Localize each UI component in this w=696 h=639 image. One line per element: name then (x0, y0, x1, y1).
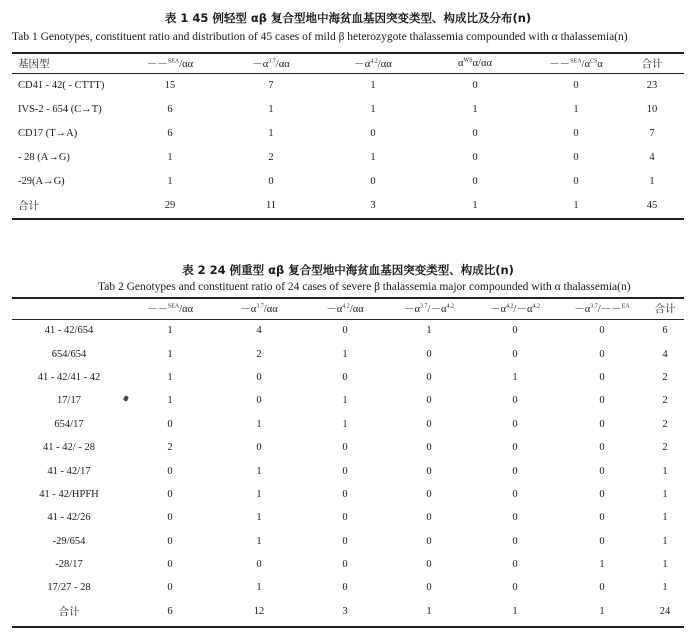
cell: 0 (512, 418, 518, 430)
table2-title-zh: 表 2 24 例重型 αβ 复合型地中海贫血基因突变类型、构成比(n) (182, 263, 514, 277)
cell: 4 (662, 348, 668, 360)
cell: 0 (512, 348, 518, 360)
cell: 1 (662, 535, 668, 547)
table-row (12, 436, 684, 459)
row-label: IVS-2 - 654 (C→T) (18, 103, 102, 115)
row-label: 17/17 (57, 395, 81, 407)
cell: 0 (167, 535, 173, 547)
table-row (18, 145, 678, 169)
table1-header-row (18, 53, 678, 73)
cell: 1 (662, 582, 668, 594)
cell: 0 (472, 175, 478, 187)
table-row (12, 413, 684, 436)
cell: 0 (342, 325, 348, 337)
cell: 0 (342, 442, 348, 454)
cell: 2 (167, 442, 173, 454)
row-label: 41 - 42/41 - 42 (37, 371, 101, 383)
cell: 1 (472, 199, 478, 211)
row-label: 合计 (18, 200, 39, 212)
row-label: -29(A→G) (18, 175, 65, 187)
cell: 0 (426, 348, 432, 360)
cell: 0 (599, 535, 605, 547)
cell: 1 (512, 371, 518, 383)
row-label: 41 - 42/HPFH (39, 488, 99, 500)
table2-bottom-rule (12, 626, 684, 628)
row-label: - 28 (A→G) (18, 151, 70, 163)
table2-col-header: $-\alpha^{4.2}/-\alpha^{4.2}$ (490, 303, 540, 315)
table-total-row (18, 193, 678, 217)
cell: 6 (167, 103, 173, 115)
cell: 0 (256, 559, 262, 571)
cell: 0 (573, 151, 579, 163)
cell: 0 (573, 127, 579, 139)
table-row (18, 73, 678, 97)
cell: 0 (472, 79, 478, 91)
table2-col-header (12, 298, 126, 319)
cell: 7 (268, 79, 274, 91)
cell: 1 (573, 103, 579, 115)
cell: 1 (167, 151, 173, 163)
cell: 1 (662, 512, 668, 524)
cell: 0 (342, 559, 348, 571)
row-label: 654/654 (51, 348, 87, 360)
row-label: 41 - 42/26 (47, 512, 91, 524)
cell: 3 (370, 199, 376, 211)
cell: 4 (256, 325, 262, 337)
table-row (12, 319, 684, 342)
cell: 0 (599, 512, 605, 524)
cell: 0 (167, 418, 173, 430)
table1-bottom-rule (12, 218, 684, 220)
cell: 0 (426, 395, 432, 407)
cell: 29 (164, 199, 176, 211)
table1-title-en: Tab 1 Genotypes, constituent ratio and distribution of 45 cases of mild β heterozygote thalassemia compounded with α thalassemia(n) (12, 31, 628, 43)
row-label: 41 - 42/654 (44, 325, 94, 337)
cell: 0 (512, 465, 518, 477)
table2 (12, 298, 684, 623)
cell: 1 (426, 605, 432, 617)
table-row (12, 366, 684, 389)
row-label: 41 - 42/ - 28 (43, 442, 95, 454)
cell: 1 (256, 535, 262, 547)
cell: 1 (472, 103, 478, 115)
cell: 0 (426, 559, 432, 571)
cell: 6 (662, 325, 668, 337)
cell: 0 (512, 559, 518, 571)
cell: 0 (342, 465, 348, 477)
cell: 1 (167, 395, 173, 407)
cell: 0 (370, 175, 376, 187)
table-row (12, 506, 684, 529)
cell: 0 (370, 127, 376, 139)
cell: 1 (370, 103, 376, 115)
row-label: -28/17 (55, 559, 83, 571)
row-label: 17/27 - 28 (47, 582, 91, 594)
cell: 0 (512, 488, 518, 500)
cell: 0 (472, 127, 478, 139)
cell: 10 (646, 103, 658, 115)
cell: 2 (662, 371, 668, 383)
cell: 11 (265, 199, 277, 211)
cell: 0 (256, 395, 262, 407)
cell: 1 (268, 127, 274, 139)
cell: 1 (256, 488, 262, 500)
cell: 0 (599, 418, 605, 430)
table2-col-header: $-\alpha^{3.7}/--^{EA}$ (574, 303, 630, 315)
table1-col-header: 合计 (641, 58, 663, 70)
cell: 6 (167, 127, 173, 139)
table-row (12, 483, 684, 506)
cell: 0 (268, 175, 274, 187)
cell: 0 (426, 465, 432, 477)
cell: 0 (512, 512, 518, 524)
table1-col-header: 基因型 (18, 58, 50, 70)
table1-col-header: $\alpha^{WS}\alpha/\alpha\alpha$ (458, 57, 492, 69)
cell: 1 (167, 175, 173, 187)
cell: 0 (599, 488, 605, 500)
cell: 1 (342, 395, 348, 407)
table-row (18, 121, 678, 145)
cell: 1 (573, 199, 579, 211)
cell: 0 (599, 442, 605, 454)
table2-title-en: Tab 2 Genotypes and constituent ratio of 24 cases of severe β thalassemia major compounded with α thalassemia(n) (98, 281, 631, 293)
table2-col-header: $-\alpha^{3.7}/-\alpha^{4.2}$ (404, 303, 454, 315)
table-total-row (12, 600, 684, 623)
cell: 0 (599, 582, 605, 594)
table1 (18, 53, 678, 217)
cell: 1 (662, 488, 668, 500)
cell: 1 (599, 605, 605, 617)
table1-col-header: $-\alpha^{4.2}/\alpha\alpha$ (354, 58, 392, 70)
cell: 0 (512, 582, 518, 594)
cell: 0 (599, 348, 605, 360)
table-row (18, 169, 678, 193)
cell: 1 (649, 175, 655, 187)
cell: 0 (167, 488, 173, 500)
cell: 0 (426, 488, 432, 500)
cell: 1 (662, 559, 668, 571)
cell: 1 (256, 512, 262, 524)
cell: 0 (426, 371, 432, 383)
cell: 0 (342, 512, 348, 524)
cell: 24 (659, 605, 671, 617)
cell: 1 (256, 418, 262, 430)
cell: 3 (342, 605, 348, 617)
row-label: CD41 - 42( - CTTT) (18, 79, 105, 91)
table2-col-header: 合计 (654, 304, 676, 315)
cell: 1 (426, 325, 432, 337)
table2-body (12, 319, 684, 623)
table1-col-header: $-\alpha^{3.7}/\alpha\alpha$ (252, 58, 290, 70)
cell: 0 (472, 151, 478, 163)
cell: 0 (512, 442, 518, 454)
table-row (12, 553, 684, 576)
cell: 1 (342, 418, 348, 430)
cell: 6 (167, 605, 173, 617)
cell: 0 (256, 442, 262, 454)
cell: 23 (646, 79, 658, 91)
cell: 0 (167, 582, 173, 594)
cell: 0 (599, 371, 605, 383)
table1-col-header: $--^{SEA}/\alpha^{CS}\alpha$ (549, 58, 603, 70)
table1-title-zh: 表 1 45 例轻型 αβ 复合型地中海贫血基因突变类型、构成比及分布(n) (164, 11, 532, 25)
cell: 1 (256, 582, 262, 594)
cell: 15 (164, 79, 176, 91)
table-row (12, 342, 684, 365)
cell: 0 (167, 559, 173, 571)
cell: 1 (662, 465, 668, 477)
cell: 2 (268, 151, 274, 163)
table1-col-header: －－$^{SEA}$/αα (146, 58, 194, 70)
cell: 0 (426, 535, 432, 547)
row-label: 41 - 42/17 (47, 465, 91, 477)
table2-col-header: $-\alpha^{3.7}/\alpha\alpha$ (240, 303, 278, 315)
cell: 0 (573, 79, 579, 91)
cell: 4 (649, 151, 655, 163)
cell: 0 (342, 488, 348, 500)
cell: 2 (662, 418, 668, 430)
cell: 0 (512, 395, 518, 407)
cell: 2 (662, 395, 668, 407)
cell: 1 (256, 465, 262, 477)
cell: 0 (426, 512, 432, 524)
cell: 0 (512, 325, 518, 337)
cell: 2 (256, 348, 262, 360)
table-row (12, 530, 684, 553)
cell: 0 (599, 395, 605, 407)
cell: 1 (512, 605, 518, 617)
cell: 0 (599, 465, 605, 477)
cell: 2 (662, 442, 668, 454)
table-row (12, 389, 684, 412)
cell: 0 (426, 418, 432, 430)
row-label: -29/654 (52, 535, 86, 547)
cell: 0 (599, 325, 605, 337)
row-label: 合计 (58, 606, 80, 618)
table2-col-header: －－$^{SEA}$/αα (146, 303, 194, 315)
cell: 1 (167, 325, 173, 337)
cell: 0 (573, 175, 579, 187)
cell: 0 (342, 535, 348, 547)
table-row (12, 459, 684, 482)
cell: 0 (512, 535, 518, 547)
cell: 12 (253, 605, 265, 617)
cell: 1 (370, 151, 376, 163)
cell: 1 (167, 371, 173, 383)
cell: 0 (426, 442, 432, 454)
table-row (12, 576, 684, 599)
cell: 1 (599, 559, 605, 571)
cell: 1 (167, 348, 173, 360)
cell: 0 (256, 371, 262, 383)
table-row (18, 97, 678, 121)
row-label: 654/17 (54, 418, 84, 430)
cell: 1 (370, 79, 376, 91)
cell: 0 (426, 582, 432, 594)
cell: 45 (646, 199, 658, 211)
cell: 7 (649, 127, 655, 139)
row-label: CD17 (T→A) (18, 127, 78, 139)
table2-header-row (12, 298, 684, 319)
cell: 0 (342, 371, 348, 383)
cell: 1 (342, 348, 348, 360)
cell: 0 (167, 512, 173, 524)
cell: 0 (342, 582, 348, 594)
cell: 1 (268, 103, 274, 115)
table2-col-header: $-\alpha^{4.2}/\alpha\alpha$ (326, 303, 364, 315)
cell: 0 (167, 465, 173, 477)
